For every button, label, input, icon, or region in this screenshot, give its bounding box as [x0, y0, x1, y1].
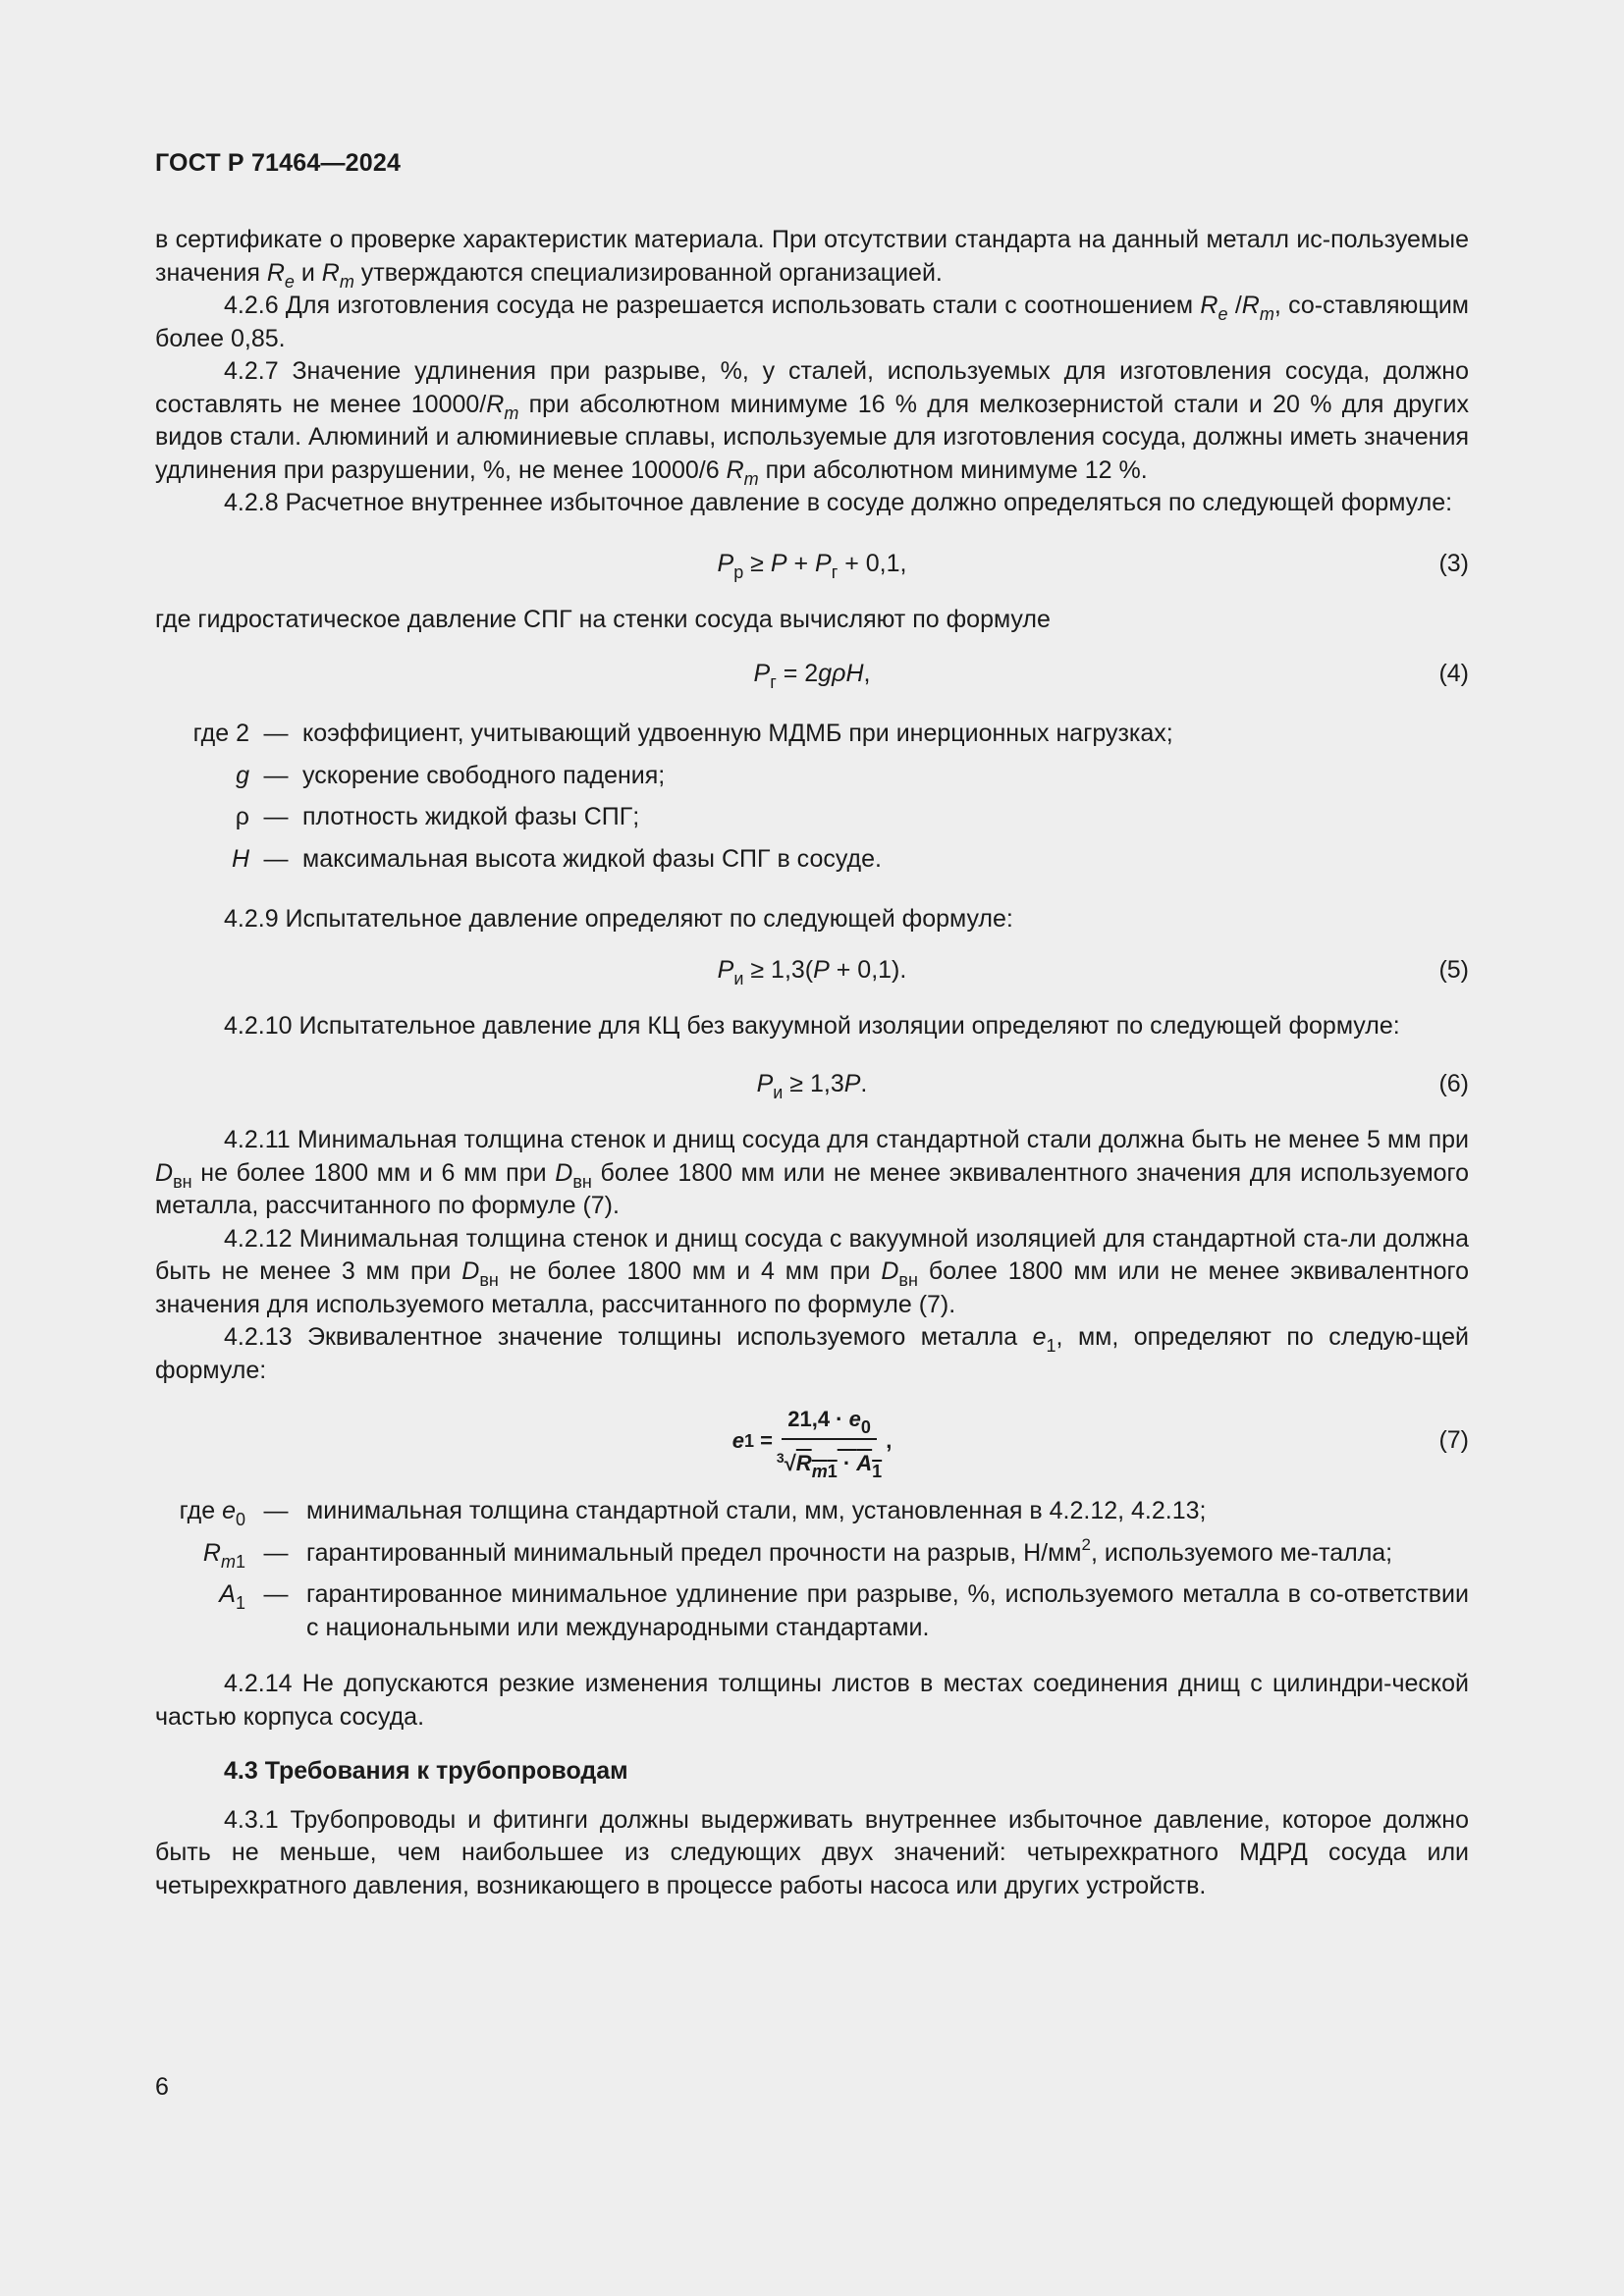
definition-row: где 2 — коэффициент, учитывающий удвоенную МДМБ при инерционных нагрузках; — [192, 720, 1173, 747]
paragraph-4-2-9: 4.2.9 Испытательное давление определяют по следующей формуле: — [224, 905, 1013, 933]
paragraph-4-2-11: 4.2.11 Минимальная толщина стенок и днищ сосуда для стандартной стали должна быть не менее 5 мм при $D_{вн}$ не более 1800 мм и 6 мм при $D_{вн}$ более 1800 мм или не менее эквивалентного значения для используемого металла, рассчитанного по формуле (7). — [155, 1126, 1470, 1219]
paragraph-hydrostatic: где гидростатическое давление СПГ на стенки сосуда вычисляют по формуле — [155, 605, 1051, 633]
paragraph-4-2-14: 4.2.14 Не допускаются резкие изменения толщины листов в местах соединения днищ с цилиндри-ческой частью корпуса сосуда. — [155, 1670, 1469, 1731]
formula-6-number: (6) — [1438, 1070, 1469, 1097]
paragraph-4-2-13: 4.2.13 Эквивалентное значение толщины используемого металла $e_1$, мм, определяют по следую-щей формуле: — [155, 1323, 1470, 1384]
formula-3 — [155, 548, 1469, 580]
section-heading-4-3: 4.3 Требования к трубопроводам — [224, 1757, 628, 1785]
document-body — [155, 224, 1469, 1902]
formula-5-expression: $P_и \ge 1,3(P + 0,1)$. — [717, 955, 907, 988]
formula-6 — [155, 1068, 1469, 1100]
formula-4-number: (4) — [1438, 660, 1469, 687]
paragraph-4-2-10: 4.2.10 Испытательное давление для КЦ без вакуумной изоляции определяют по следующей формуле: — [224, 1011, 1400, 1040]
definition-row: ρ — плотность жидкой фазы СПГ; — [235, 803, 640, 830]
definitions-list-1 — [155, 718, 1469, 876]
formula-4-expression: $P_г = 2g\rho H$, — [753, 660, 871, 692]
formula-3-expression: $P_р \ge P + P_г + 0,1$, — [717, 549, 907, 582]
definition-row: H — максимальная высота жидкой фазы СПГ в сосуде. — [231, 844, 882, 873]
formula-5 — [155, 954, 1469, 987]
paragraph-4-2-12: 4.2.12 Минимальная толщина стенок и днищ сосуда с вакуумной изоляцией для стандартной ста-ли должна быть не менее 3 мм при $D_{вн}$ не более 1800 мм и 4 мм при $D_{вн}$ более 1800 мм или не менее эквивалентного значения для используемого металла, рассчитанного по формуле (7). — [155, 1224, 1469, 1318]
paragraph-4-2-6: 4.2.6 Для изготовления сосуда не разрешается использовать стали с соотношением $R_e$ $/R_m$, со-ставляющим более 0,85. — [155, 292, 1469, 352]
paragraph-4-3-1: 4.3.1 Трубопроводы и фитинги должны выдерживать внутреннее избыточное давление, которое должно быть не меньше, чем наибольшее из следующих двух значений: четырехкратного МДРД сосуда или четырехкратного давления, возникающего в процессе работы насоса или других устройств. — [155, 1805, 1469, 1899]
formula-5-number: (5) — [1438, 955, 1469, 984]
formula-6-expression: $P_и \ge 1,3P$. — [756, 1070, 868, 1102]
formula-7-expression: e 1 = $\frac{21,4 \cdot e_0}{^3√R_{m1} \cdot A_1}$ , — [155, 1403, 1469, 1479]
paragraph-4-2-7: 4.2.7 Значение удлинения при разрыве, %, у сталей, используемых для изготовления сосуда, должно составлять не менее $10000/R_m$ при абсолютном минимуме 16 % для мелкозернистой стали и 20 % для других видов стали. Алюминий и алюминиевые сплавы, используемые для изготовления сосуда, должны иметь значения удлинения при разрушении, %, не менее 10000/6 $R_m$ при абсолютном минимуме 12 %. — [155, 357, 1469, 489]
definition-row: где $e_0$ — минимальная толщина стандартной стали, мм, установленная в 4.2.12, 4.2.13; — [179, 1497, 1207, 1529]
definition-row: $R_{m1}$ — гарантированный минимальный предел прочности на разрыв, $Н/мм^2$, используемого ме-талла; — [202, 1534, 1393, 1572]
formula-7 — [155, 1403, 1469, 1481]
paragraph-4-2-8: 4.2.8 Расчетное внутреннее избыточное давление в сосуде должно определяться по следующей формуле: — [224, 489, 1453, 516]
formula-3-number: (3) — [1438, 549, 1469, 577]
formula-4 — [155, 658, 1469, 690]
definition-row: g — ускорение свободного падения; — [236, 761, 666, 789]
definition-row: $A_1$ — гарантированное минимальное удлинение при разрыве, %, используемого металла в со-ответствии с национальными или международными стандартами. — [219, 1580, 1469, 1641]
definitions-list-2 — [155, 1495, 1469, 1644]
formula-7-number: (7) — [1438, 1426, 1469, 1454]
page-number: 6 — [155, 2073, 169, 2101]
paragraph-intro: в сертификате о проверке характеристик материала. При отсутствии стандарта на данный металл ис-пользуемые значения $R_e$ и $R_m$ утверждаются специализированной организацией. — [155, 226, 1469, 292]
document-header: ГОСТ Р 71464—2024 — [155, 149, 402, 177]
